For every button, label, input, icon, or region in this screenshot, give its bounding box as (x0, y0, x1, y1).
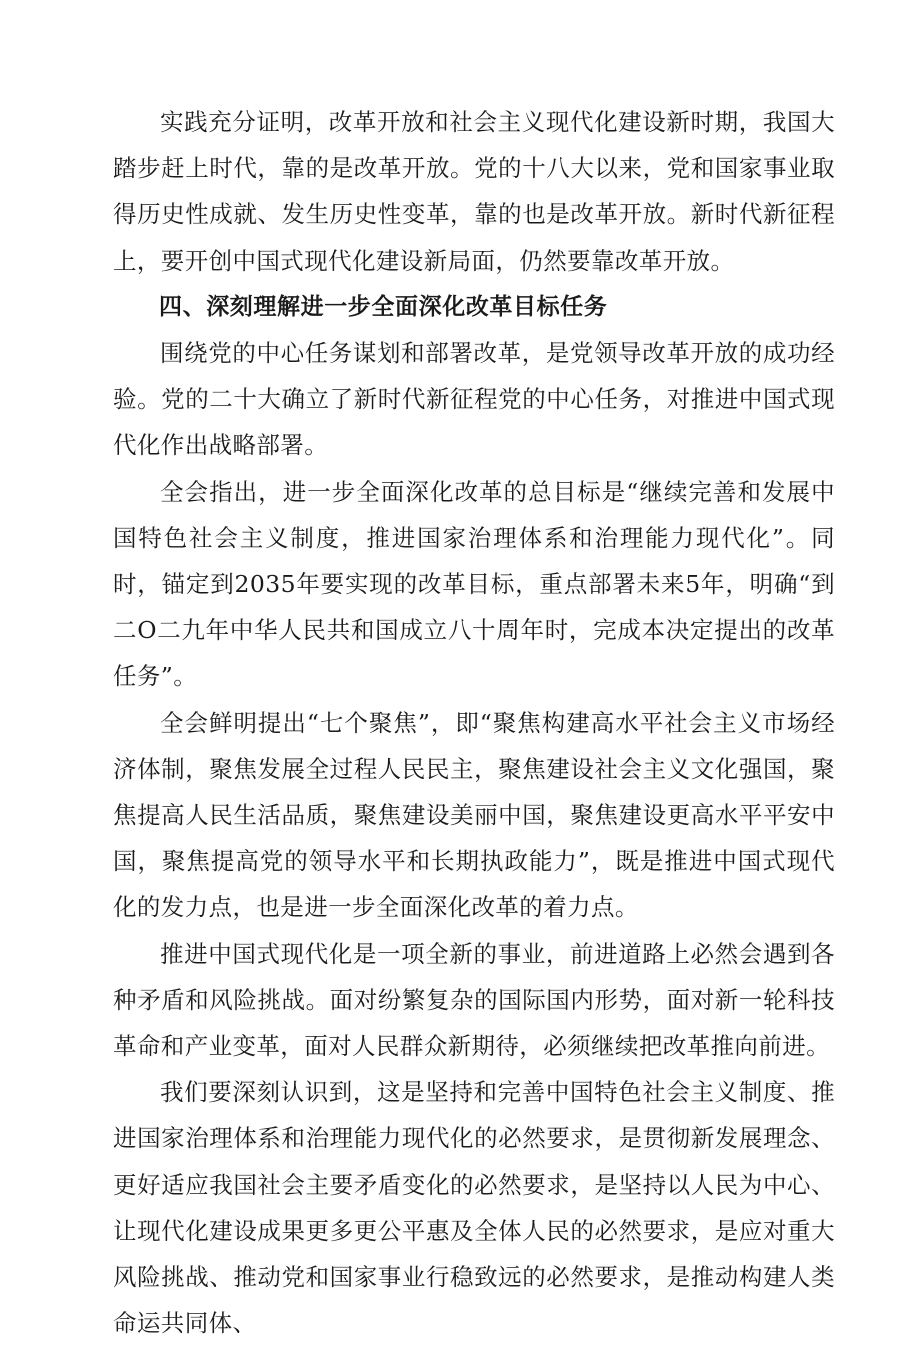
document-body (113, 99, 835, 1346)
paragraph-necessary-requirements: 我们要深刻认识到，这是坚持和完善中国特色社会主义制度、推进国家治理体系和治理能力现代化的必然要求，是贯彻新发展理念、更好适应我国社会主要矛盾变化的必然要求，是坚持以人民为中心、让现代化建设成果更多更公平惠及全体人民的必然要求，是应对重大风险挑战、推动党和国家事业行稳致远的必然要求，是推动构建人类命运共同体、 (113, 1078, 835, 1338)
paragraph-overall-goal: 全会指出，进一步全面深化改革的总目标是“继续完善和发展中国特色社会主义制度，推进国家治理体系和治理能力现代化”。同时，锚定到2035年要实现的改革目标，重点部署未来5年，明确“到二O二九年中华人民共和国成立八十周年时，完成本决定提出的改革任务”。 (113, 477, 835, 691)
paragraph-new-undertaking: 推进中国式现代化是一项全新的事业，前进道路上必然会遇到各种矛盾和风险挑战。面对纷繁复杂的国际国内形势，面对新一轮科技革命和产业变革，面对人民群众新期待，必须继续把改革推向前进。 (113, 939, 835, 1061)
paragraph-seven-focuses: 全会鲜明提出“七个聚焦”，即“聚焦构建高水平社会主义市场经济体制，聚焦发展全过程人民民主，聚焦建设社会主义文化强国，聚焦提高人民生活品质，聚焦建设美丽中国，聚焦建设更高水平平安中国，聚焦提高党的领导水平和长期执政能力”，既是推进中国式现代化的发力点，也是进一步全面深化改革的着力点。 (113, 708, 835, 922)
paragraph-reform-proven: 实践充分证明，改革开放和社会主义现代化建设新时期，我国大踏步赶上时代，靠的是改革开放。党的十八大以来，党和国家事业取得历史性成就、发生历史性变革，靠的也是改革开放。新时代新征程上，要开创中国式现代化建设新局面，仍然要靠改革开放。 (113, 108, 835, 275)
section-heading-four: 四、深刻理解进一步全面深化改革目标任务 (159, 293, 608, 320)
paragraph-central-task: 围绕党的中心任务谋划和部署改革，是党领导改革开放的成功经验。党的二十大确立了新时代新征程党的中心任务，对推进中国式现代化作出战略部署。 (113, 339, 835, 460)
